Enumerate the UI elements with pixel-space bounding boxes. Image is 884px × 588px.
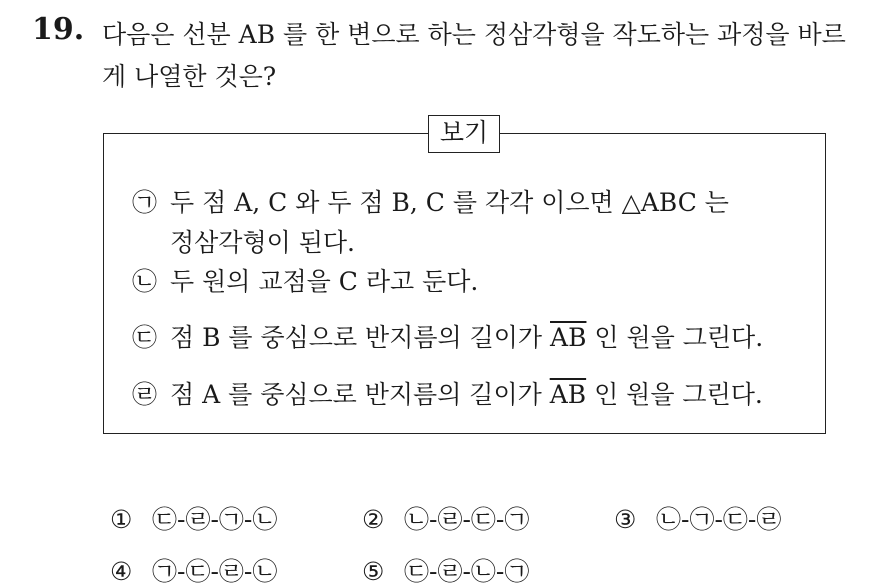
choice-4-text: ㉠-㉢-㉣-㉡: [152, 557, 278, 586]
choice-3-number: ③: [614, 505, 637, 534]
choice-1-number: ①: [110, 505, 133, 534]
choice-2[interactable]: [362, 500, 529, 536]
item-4: [132, 375, 763, 411]
choice-1[interactable]: [110, 500, 277, 536]
choice-1-text: ㉢-㉣-㉠-㉡: [152, 505, 278, 534]
choice-5-text: ㉢-㉣-㉡-㉠: [404, 557, 530, 586]
item-1-text: 두 점 A, C 와 두 점 B, C 를 각각 이으면 △ABC 는: [170, 188, 729, 217]
item-3: [132, 318, 763, 354]
item-1-mark: ㉠: [132, 188, 158, 217]
item-1-continuation: 정삼각형이 된다.: [170, 228, 355, 257]
choice-4-number: ④: [110, 557, 133, 586]
item-2-mark: ㉡: [132, 267, 158, 296]
item-4-text: 점 A 를 중심으로 반지름의 길이가: [170, 380, 550, 409]
question-number: 19.: [32, 12, 85, 47]
item-3-mark: ㉢: [132, 323, 158, 352]
item-4-text-end: 인 원을 그린다.: [586, 380, 763, 409]
item-4-segment: $\overline{AB}$: [549, 380, 587, 409]
choice-2-text: ㉡-㉣-㉢-㉠: [404, 505, 530, 534]
item-3-segment: $\overline{AB}$: [550, 323, 587, 352]
choice-4[interactable]: [110, 552, 277, 588]
item-2-text: 두 원의 교점을 C 라고 둔다.: [170, 267, 479, 296]
choice-5-number: ⑤: [362, 557, 385, 586]
choice-3[interactable]: [614, 500, 781, 536]
item-3-text: 점 B 를 중심으로 반지름의 길이가: [170, 323, 551, 352]
choice-3-text: ㉡-㉠-㉢-㉣: [656, 505, 782, 534]
choice-2-number: ②: [362, 505, 385, 534]
item-1: [132, 183, 729, 219]
item-3-text-end: 인 원을 그린다.: [586, 323, 764, 352]
item-2: [132, 262, 478, 298]
question-stem: 다음은 선분 AB 를 한 변으로 하는 정삼각형을 작도하는 과정을 바르 게 나열한 것은?: [102, 20, 846, 91]
item-4-mark: ㉣: [132, 380, 158, 409]
example-box-title: 보기: [428, 115, 500, 153]
choice-5[interactable]: [362, 552, 529, 588]
